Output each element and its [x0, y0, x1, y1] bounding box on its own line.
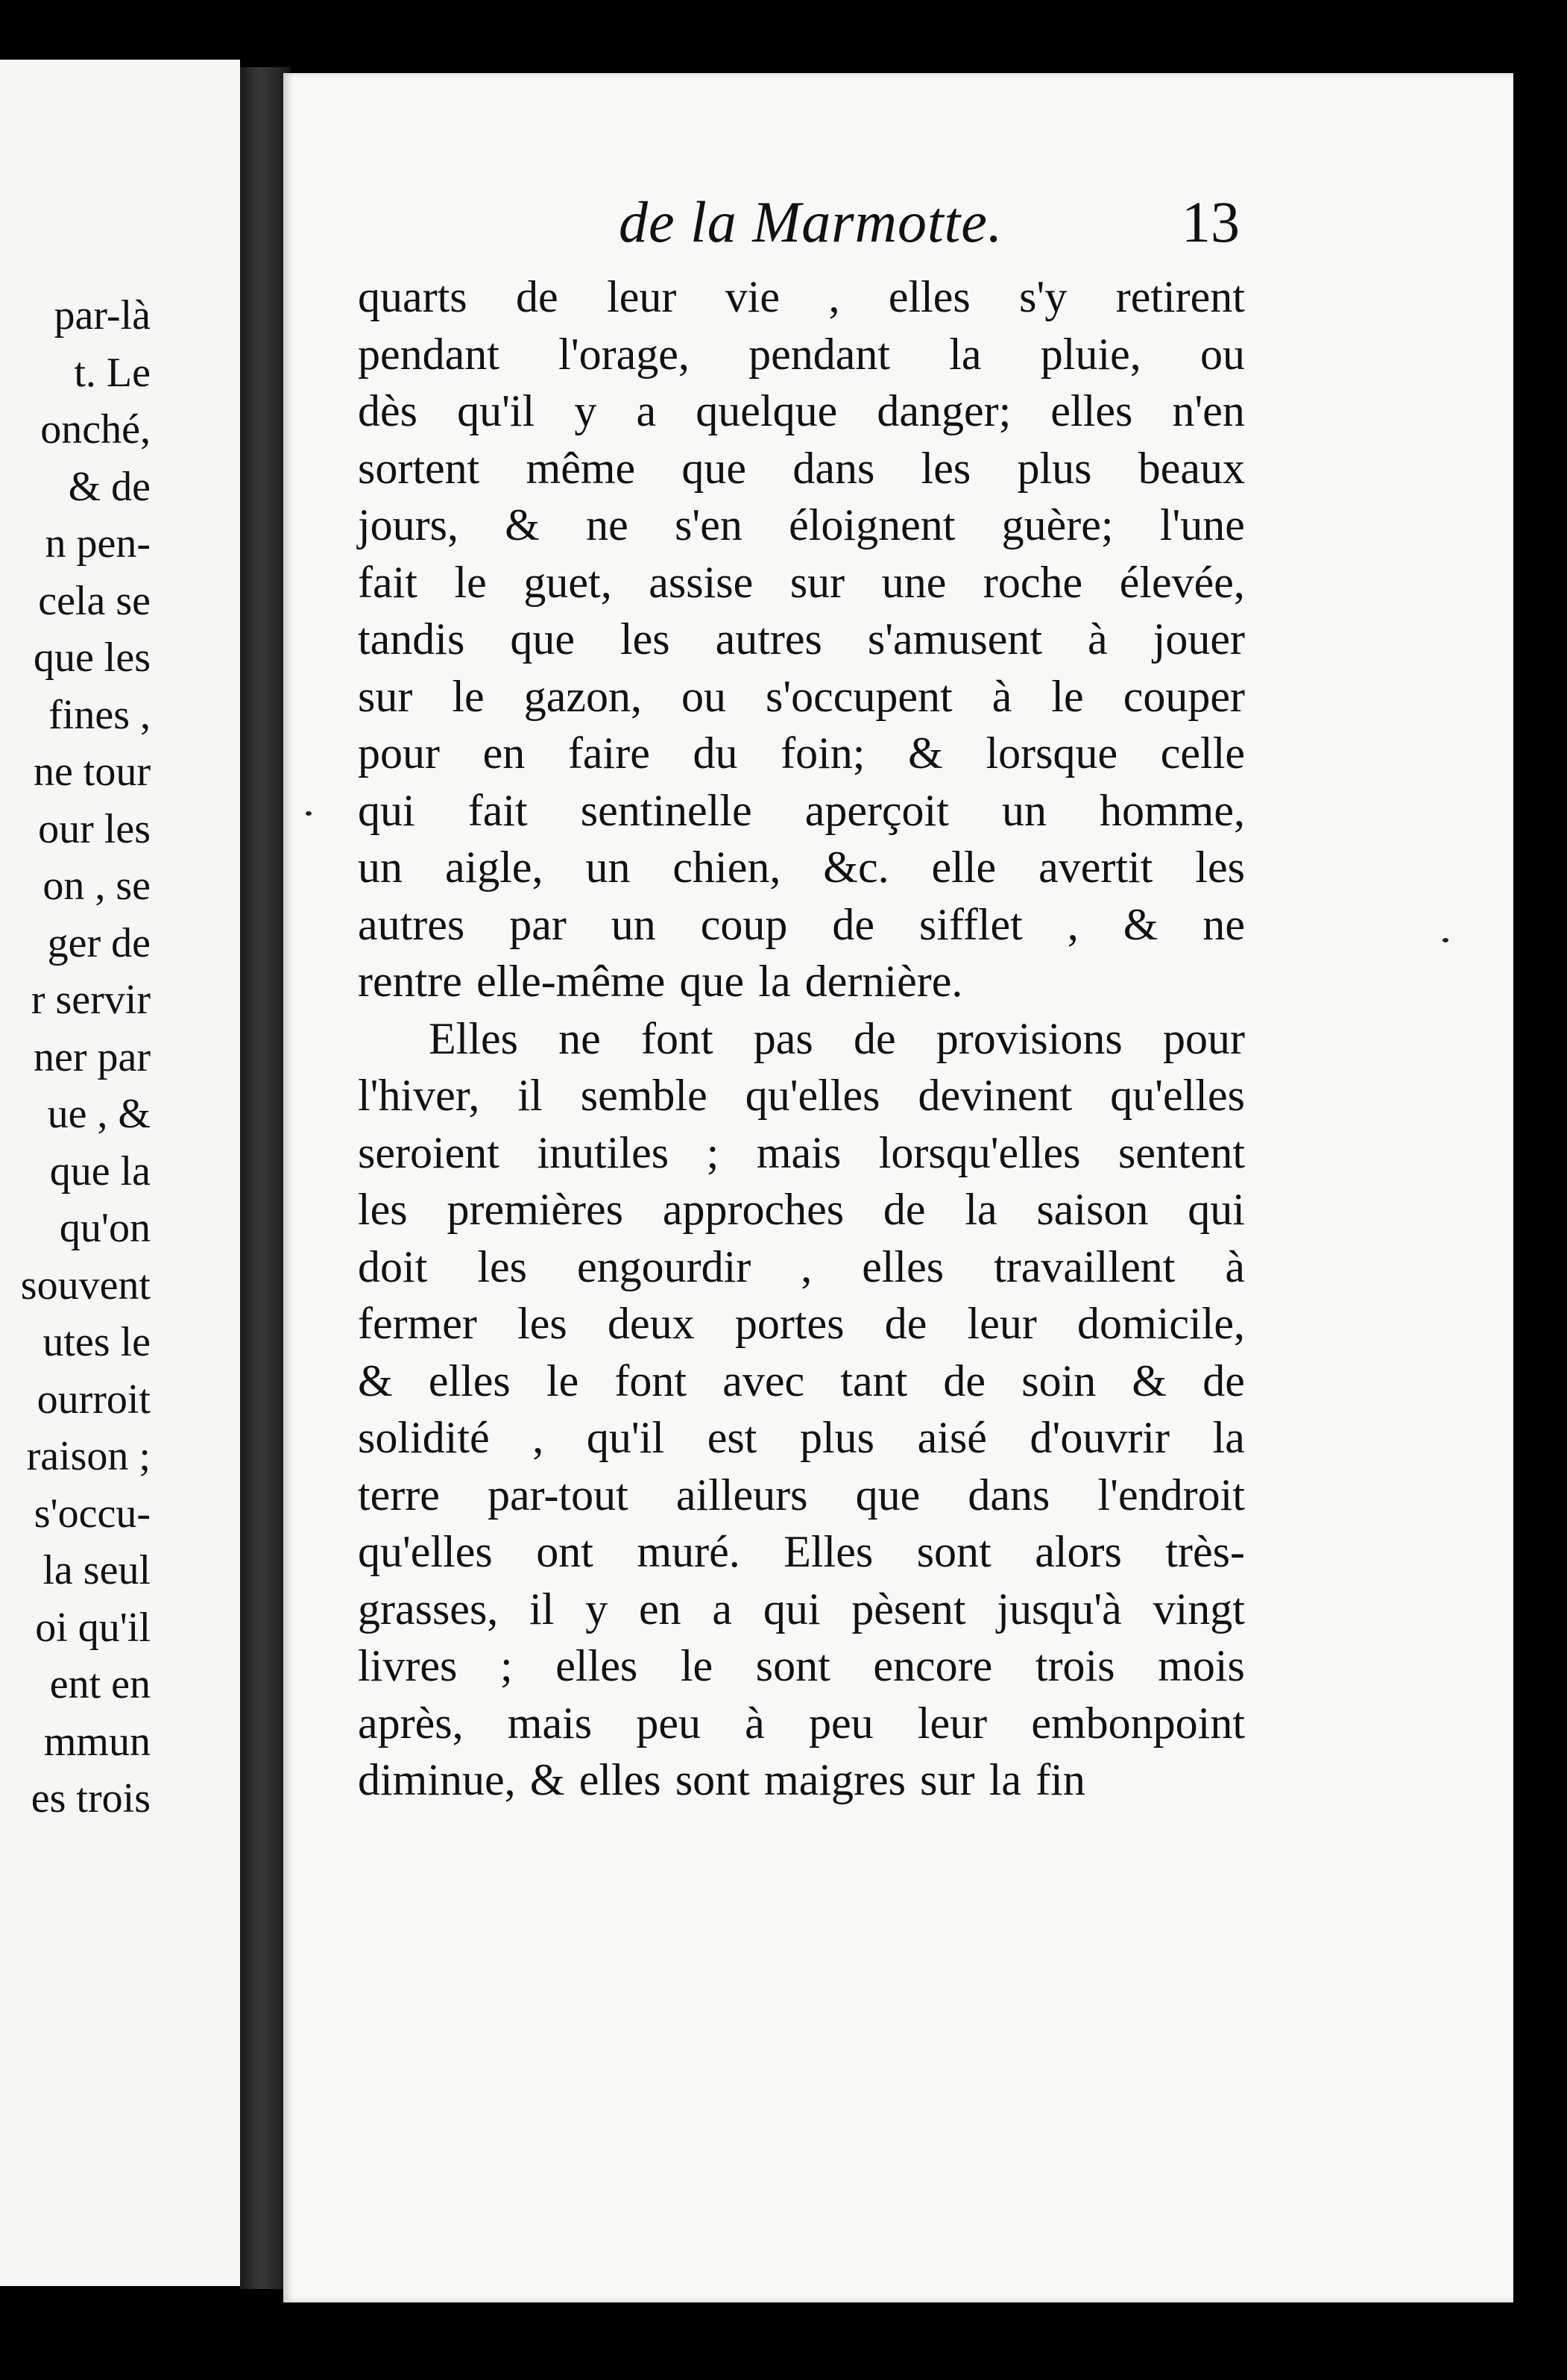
- left-page-line: ue , &: [47, 1091, 151, 1137]
- word: terre: [358, 1470, 440, 1520]
- word: leur: [917, 1698, 988, 1748]
- word: dès: [358, 386, 417, 435]
- word: l'une: [1159, 500, 1245, 550]
- left-page-line: oi qu'il: [35, 1604, 151, 1651]
- text-line: [358, 1523, 1245, 1581]
- word: diminue,: [358, 1755, 516, 1804]
- left-page-line: qu'on: [59, 1205, 151, 1251]
- word: il: [529, 1584, 555, 1634]
- text-line: [358, 668, 1245, 725]
- ink-speck: [1443, 938, 1448, 942]
- word: travaillent: [994, 1241, 1176, 1291]
- word: il: [517, 1071, 543, 1120]
- word: danger;: [877, 386, 1012, 435]
- word: de: [883, 1185, 926, 1234]
- word: n'en: [1172, 386, 1245, 435]
- text-line: [358, 1124, 1245, 1182]
- left-page-text-column: [0, 287, 151, 1828]
- word: pendant: [748, 329, 891, 379]
- word: ,: [532, 1413, 544, 1462]
- left-page-line: r servir: [31, 977, 151, 1023]
- word: sifflet: [918, 899, 1023, 949]
- word: elles: [888, 272, 971, 321]
- word: pour: [1162, 1013, 1245, 1063]
- word: retirent: [1115, 272, 1245, 321]
- word: tandis: [358, 614, 465, 664]
- word: semble: [580, 1071, 707, 1120]
- word: pluie,: [1040, 329, 1141, 379]
- word: qui: [763, 1584, 821, 1634]
- paragraph: [358, 268, 1245, 1010]
- word: par-tout: [488, 1470, 628, 1520]
- word: vingt: [1153, 1584, 1245, 1634]
- word: pendant: [358, 329, 499, 379]
- word: leur: [607, 272, 677, 321]
- word: en: [482, 728, 526, 778]
- word: à: [1088, 614, 1108, 664]
- word: peu: [636, 1698, 701, 1748]
- left-page-line: es trois: [31, 1775, 151, 1822]
- word: elles: [1050, 386, 1133, 435]
- word: leur: [967, 1299, 1037, 1348]
- word: font: [640, 1013, 713, 1063]
- word: sont: [755, 1641, 830, 1690]
- word: elles: [555, 1641, 638, 1690]
- word: foin;: [781, 728, 866, 778]
- word: y: [574, 386, 597, 435]
- word: par: [509, 899, 567, 949]
- word: éloignent: [789, 500, 956, 550]
- word: un: [585, 843, 631, 892]
- word: la: [949, 329, 982, 379]
- left-page-line: s'occu-: [34, 1490, 151, 1537]
- word: quelque: [696, 386, 838, 435]
- word: &c.: [823, 843, 889, 892]
- left-page-line: cela se: [38, 577, 151, 624]
- word: sur: [358, 671, 413, 721]
- word: guère;: [1001, 500, 1114, 550]
- word: doit: [358, 1241, 428, 1291]
- word: &: [358, 1356, 393, 1405]
- text-line: [358, 440, 1245, 497]
- left-page-line: fines ,: [48, 691, 151, 738]
- word: premières: [447, 1185, 624, 1234]
- word: avec: [722, 1356, 805, 1405]
- word: portes: [734, 1299, 845, 1348]
- word: est: [707, 1413, 757, 1462]
- text-line: [358, 268, 1245, 326]
- word: qu'il: [457, 386, 535, 435]
- word: mais: [756, 1127, 842, 1177]
- word: le: [1051, 671, 1084, 721]
- word: saison: [1036, 1185, 1149, 1234]
- word: les: [517, 1299, 567, 1348]
- word: pas: [753, 1013, 813, 1063]
- word: même: [526, 443, 636, 493]
- word: ,: [1067, 899, 1079, 949]
- left-page-line: n pen-: [45, 520, 151, 567]
- text-line: [358, 382, 1245, 440]
- word: elles: [428, 1356, 511, 1405]
- word: qu'elles: [358, 1527, 493, 1576]
- word: ont: [536, 1527, 593, 1576]
- word: tant: [840, 1356, 908, 1405]
- word: qui: [358, 785, 415, 835]
- word: assise: [649, 557, 754, 607]
- word: ,: [828, 272, 840, 321]
- word: que: [679, 957, 745, 1006]
- word: dans: [968, 1470, 1050, 1520]
- word: ailleurs: [675, 1470, 808, 1520]
- word: quarts: [358, 272, 467, 321]
- word: d'ouvrir: [1030, 1413, 1170, 1462]
- text-line: [358, 1295, 1245, 1353]
- word: pèsent: [851, 1584, 966, 1634]
- word: s'y: [1019, 272, 1068, 321]
- word: elles: [578, 1755, 661, 1804]
- word: aperçoit: [804, 785, 949, 835]
- word: &: [908, 728, 943, 778]
- page-number: 13: [1182, 189, 1240, 254]
- word: du: [693, 728, 738, 778]
- word: rentre: [358, 957, 462, 1006]
- left-page-line: ner par: [33, 1033, 151, 1080]
- word: soin: [1021, 1356, 1097, 1405]
- word: de: [1202, 1356, 1245, 1405]
- word: ,: [801, 1241, 813, 1291]
- word: inutiles: [537, 1127, 669, 1177]
- word: que: [855, 1470, 921, 1520]
- text-line: [358, 1181, 1245, 1238]
- word: de: [943, 1356, 986, 1405]
- word: sont: [916, 1527, 991, 1576]
- word: à: [991, 671, 1012, 721]
- text-line: [358, 782, 1245, 840]
- left-page-line: utes le: [42, 1319, 151, 1365]
- word: sentinelle: [580, 785, 752, 835]
- word: jouer: [1153, 614, 1245, 664]
- word: &: [1132, 1356, 1167, 1405]
- word: encore: [873, 1641, 993, 1690]
- word: s'en: [675, 500, 742, 550]
- word: ne: [1202, 899, 1245, 949]
- word: le: [546, 1356, 579, 1405]
- left-page-line: ger de: [47, 919, 151, 966]
- word: beaux: [1138, 443, 1245, 493]
- word: très-: [1165, 1527, 1245, 1576]
- ink-speck: [306, 811, 312, 816]
- word: pour: [358, 728, 440, 778]
- word: domicile,: [1077, 1299, 1245, 1348]
- word: l'endroit: [1097, 1470, 1245, 1520]
- left-page-line: on , se: [42, 863, 151, 909]
- word: homme,: [1100, 785, 1245, 835]
- word: dernière.: [804, 957, 963, 1006]
- word: plus: [799, 1413, 875, 1462]
- text-line: [358, 1695, 1245, 1752]
- word: les: [358, 1185, 408, 1234]
- word: autres: [715, 614, 822, 664]
- word: roche: [983, 557, 1083, 607]
- word: lorsqu'elles: [878, 1127, 1081, 1177]
- word: couper: [1123, 671, 1245, 721]
- word: après,: [358, 1698, 464, 1748]
- left-page-line: raison ;: [26, 1433, 151, 1479]
- left-page-line: ent en: [49, 1661, 151, 1707]
- word: aisé: [917, 1413, 987, 1462]
- word: a: [636, 386, 657, 435]
- word: de: [516, 272, 558, 321]
- word: qu'elles: [745, 1071, 880, 1120]
- word: celle: [1160, 728, 1245, 778]
- word: dans: [792, 443, 875, 493]
- text-line: [358, 725, 1245, 782]
- left-page-line: mmun: [43, 1718, 151, 1765]
- word: que: [681, 443, 747, 493]
- word: de: [853, 1013, 896, 1063]
- word: elles: [862, 1241, 945, 1291]
- word: qu'elles: [1110, 1071, 1245, 1120]
- word: mais: [507, 1698, 593, 1748]
- body-text: [358, 268, 1245, 1809]
- paragraph: [358, 1010, 1245, 1809]
- text-line: [358, 839, 1245, 896]
- text-line: [358, 326, 1245, 383]
- text-line: [358, 1581, 1245, 1638]
- left-page-line: souvent: [20, 1262, 151, 1309]
- text-line: [358, 1467, 1245, 1524]
- word: fait: [358, 557, 417, 607]
- word: un: [358, 843, 403, 892]
- word: de: [832, 899, 874, 949]
- word: fin: [1035, 1755, 1085, 1804]
- word: &: [529, 1755, 565, 1804]
- word: guet,: [523, 557, 612, 607]
- left-page-line: & de: [68, 463, 151, 510]
- word: deux: [607, 1299, 695, 1348]
- text-line: [358, 953, 1245, 1010]
- word: livres: [358, 1641, 458, 1690]
- left-page-line: que la: [49, 1148, 151, 1194]
- word: en: [638, 1584, 681, 1634]
- word: élevée,: [1119, 557, 1245, 607]
- text-line: [358, 554, 1245, 611]
- word: aigle,: [444, 843, 543, 892]
- word: faire: [567, 728, 650, 778]
- word: embonpoint: [1031, 1698, 1245, 1748]
- left-page-line: our les: [38, 805, 151, 852]
- word: sur: [789, 557, 845, 607]
- word: autres: [358, 899, 465, 949]
- word: sortent: [358, 443, 480, 493]
- word: qui: [1188, 1185, 1245, 1234]
- left-page: [0, 60, 240, 2286]
- word: la: [758, 957, 791, 1006]
- word: approches: [662, 1185, 845, 1234]
- word: qu'il: [586, 1413, 665, 1462]
- word: le: [680, 1641, 713, 1690]
- word: l'hiver,: [358, 1071, 480, 1120]
- word: s'occupent: [765, 671, 953, 721]
- word: font: [614, 1356, 687, 1405]
- text-line: [358, 1067, 1245, 1124]
- word: un: [611, 899, 656, 949]
- word: un: [1001, 785, 1047, 835]
- word: fermer: [358, 1299, 477, 1348]
- word: jusqu'à: [997, 1584, 1122, 1634]
- text-line: [358, 896, 1245, 954]
- word: y: [585, 1584, 608, 1634]
- word: le: [454, 557, 487, 607]
- word: Elles: [429, 1013, 518, 1063]
- word: les: [477, 1241, 527, 1291]
- word: ou: [681, 671, 726, 721]
- left-page-line: ourroit: [37, 1376, 151, 1423]
- word: gazon,: [523, 671, 642, 721]
- word: la: [965, 1185, 997, 1234]
- word: s'amusent: [867, 614, 1043, 664]
- word: trois: [1035, 1641, 1115, 1690]
- word: de: [884, 1299, 927, 1348]
- text-line: [358, 497, 1245, 554]
- left-page-line: la seul: [42, 1547, 151, 1593]
- text-line: [358, 611, 1245, 668]
- word: vie: [725, 272, 781, 321]
- text-line: [358, 1409, 1245, 1467]
- word: &: [505, 500, 540, 550]
- left-page-line: ne tour: [33, 749, 151, 795]
- word: une: [881, 557, 947, 607]
- word: seroient: [358, 1127, 499, 1177]
- word: les: [921, 443, 971, 493]
- word: fait: [467, 785, 528, 835]
- word: engourdir: [576, 1241, 751, 1291]
- word: maigres: [764, 1755, 906, 1804]
- word: avertit: [1038, 843, 1153, 892]
- text-line: [358, 1010, 1245, 1068]
- word: la: [1212, 1413, 1245, 1462]
- word: grasses,: [358, 1584, 499, 1634]
- word: jours,: [358, 500, 458, 550]
- word: elle: [931, 843, 997, 892]
- word: chien,: [672, 843, 781, 892]
- word: à: [745, 1698, 765, 1748]
- word: alors: [1035, 1527, 1122, 1576]
- word: sentent: [1118, 1127, 1245, 1177]
- word: sont: [675, 1755, 750, 1804]
- word: provisions: [936, 1013, 1123, 1063]
- word: les: [619, 614, 670, 664]
- word: ne: [558, 1013, 601, 1063]
- word: elle-même: [476, 957, 666, 1006]
- word: a: [712, 1584, 733, 1634]
- word: peu: [809, 1698, 874, 1748]
- word: &: [1123, 899, 1158, 949]
- text-line: [358, 1751, 1245, 1809]
- text-line: [358, 1353, 1245, 1410]
- text-line: [358, 1637, 1245, 1695]
- left-page-line: par-là: [54, 292, 151, 339]
- word: ;: [706, 1127, 719, 1177]
- text-line: [358, 1238, 1245, 1296]
- left-page-line: que les: [33, 635, 151, 681]
- word: la: [989, 1755, 1022, 1804]
- word: lorsque: [986, 728, 1118, 778]
- word: le: [452, 671, 485, 721]
- word: ne: [586, 500, 628, 550]
- running-head: de la Marmotte.: [619, 189, 1003, 254]
- word: sur: [920, 1755, 975, 1804]
- word: Elles: [784, 1527, 874, 1576]
- word: muré.: [637, 1527, 740, 1576]
- word: l'orage,: [558, 329, 690, 379]
- word: ou: [1200, 329, 1245, 379]
- left-page-line: t. Le: [74, 349, 151, 396]
- word: ;: [499, 1641, 513, 1690]
- word: les: [1195, 843, 1245, 892]
- word: mois: [1158, 1641, 1245, 1690]
- word: plus: [1017, 443, 1092, 493]
- word: que: [510, 614, 575, 664]
- right-page: [283, 73, 1513, 2302]
- left-page-line: onché,: [40, 406, 151, 453]
- word: à: [1225, 1241, 1245, 1291]
- word: devinent: [918, 1071, 1073, 1120]
- word: coup: [700, 899, 788, 949]
- word: solidité: [358, 1413, 490, 1462]
